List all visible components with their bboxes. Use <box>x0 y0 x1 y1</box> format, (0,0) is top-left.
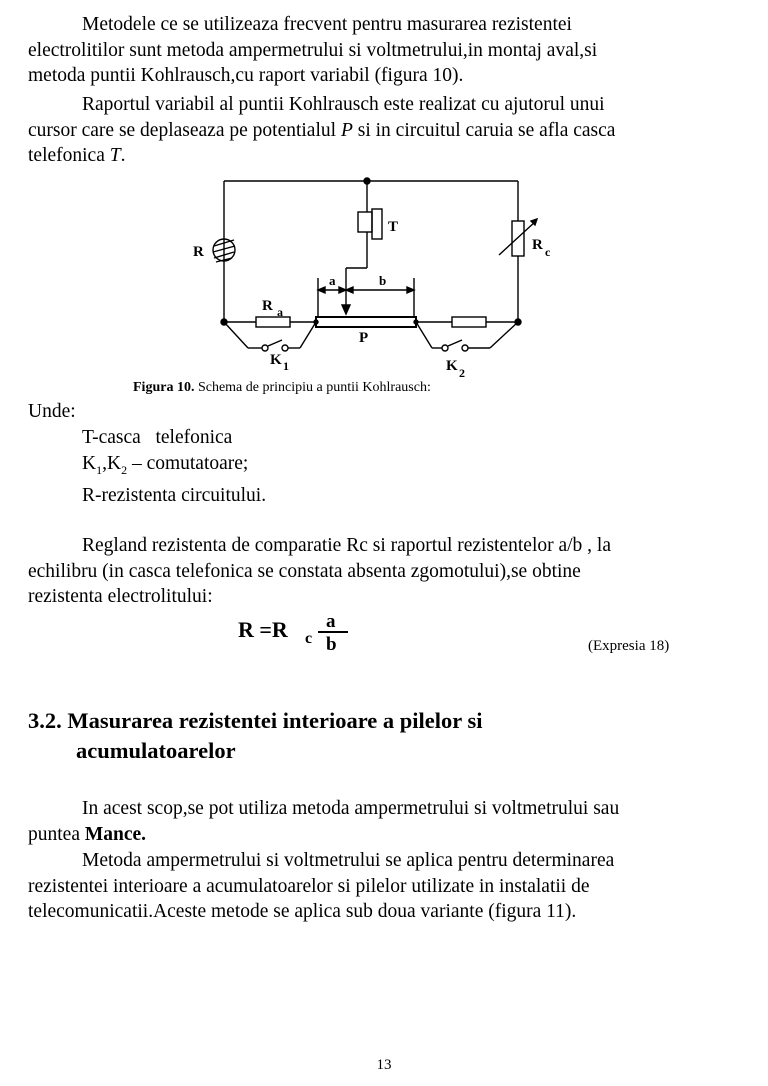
expression-label: (Expresia 18) <box>588 638 670 654</box>
text-line: metoda puntii Kohlrausch,cu raport variabil (figura 10). <box>28 65 464 86</box>
label-K2-sub: 2 <box>459 366 465 380</box>
text-line: echilibru (in casca telefonica se constata absenta zgomotului),se obtine <box>28 560 581 582</box>
formula-sub: c <box>305 630 313 647</box>
text-line: Metodele ce se utilizeaza frecvent pentru masurarea rezistentei <box>82 14 572 35</box>
text-line: Raportul variabil al puntii Kohlrausch este realizat cu ajutorul unui <box>82 94 605 115</box>
label-K1: K <box>270 352 282 368</box>
section-heading: 3.2. Masurarea rezistentei interioare a pilelor si acumulatoarelor <box>28 708 483 763</box>
label-K2: K <box>446 358 458 374</box>
label-T: T <box>388 219 399 235</box>
text-line: electrolitilor sunt metoda ampermetrului si voltmetrului,in montaj aval,si <box>28 39 598 61</box>
text-line: Metoda ampermetrului si voltmetrului se aplica pentru determinarea <box>82 850 615 871</box>
text-line: telefonica T. <box>28 145 126 166</box>
label-a: a <box>329 273 336 288</box>
legend-list <box>82 425 266 509</box>
label-P: P <box>359 330 369 346</box>
label-Ra: R <box>262 298 273 314</box>
text-line: rezistentei interioare a acumulatoarelor si pilelor utilizate in instalatii de <box>28 875 590 897</box>
list-item: T-casca telefonica <box>82 427 233 448</box>
text-line: puntea Mance. <box>28 823 147 845</box>
formula-lhs: R =R <box>238 617 288 642</box>
text-line: rezistenta electrolitului: <box>28 586 213 607</box>
page-number: 13 <box>376 1057 392 1073</box>
list-item: $K_1,K_2$ – comutatoare; <box>82 453 249 477</box>
formula-denominator: b <box>326 634 337 655</box>
formula-resistance <box>238 611 358 657</box>
paragraph-methods <box>28 796 740 847</box>
label-R: R <box>193 244 204 260</box>
figure-caption: Figura 10. Schema de principiu a puntii Kohlrausch: <box>133 380 431 395</box>
paragraph-balance <box>28 533 740 610</box>
kohlrausch-bridge-diagram <box>0 0 768 400</box>
formula-numerator: a <box>326 611 336 632</box>
text-line: telecomunicatii.Aceste metode se aplica sub doua variante (figura 11). <box>28 901 577 922</box>
label-Ra-sub: a <box>277 305 283 319</box>
text-line: In acest scop,se pot utiliza metoda ampermetrului si voltmetrului sau <box>82 798 620 819</box>
label-b: b <box>379 273 387 288</box>
text-line: Regland rezistenta de comparatie Rc si raportul rezistentelor a/b , la <box>82 535 611 556</box>
paragraph-ammeter <box>28 848 740 925</box>
label-Rc: R <box>532 237 543 253</box>
list-item: R-rezistenta circuitului. <box>82 484 267 506</box>
label-K1-sub: 1 <box>283 359 289 373</box>
text-line: cursor care se deplaseaza pe potentialul P si in circuitul caruia se afla casca <box>28 119 616 141</box>
label-Rc-sub: c <box>545 245 551 259</box>
unde-label: Unde: <box>28 401 76 422</box>
